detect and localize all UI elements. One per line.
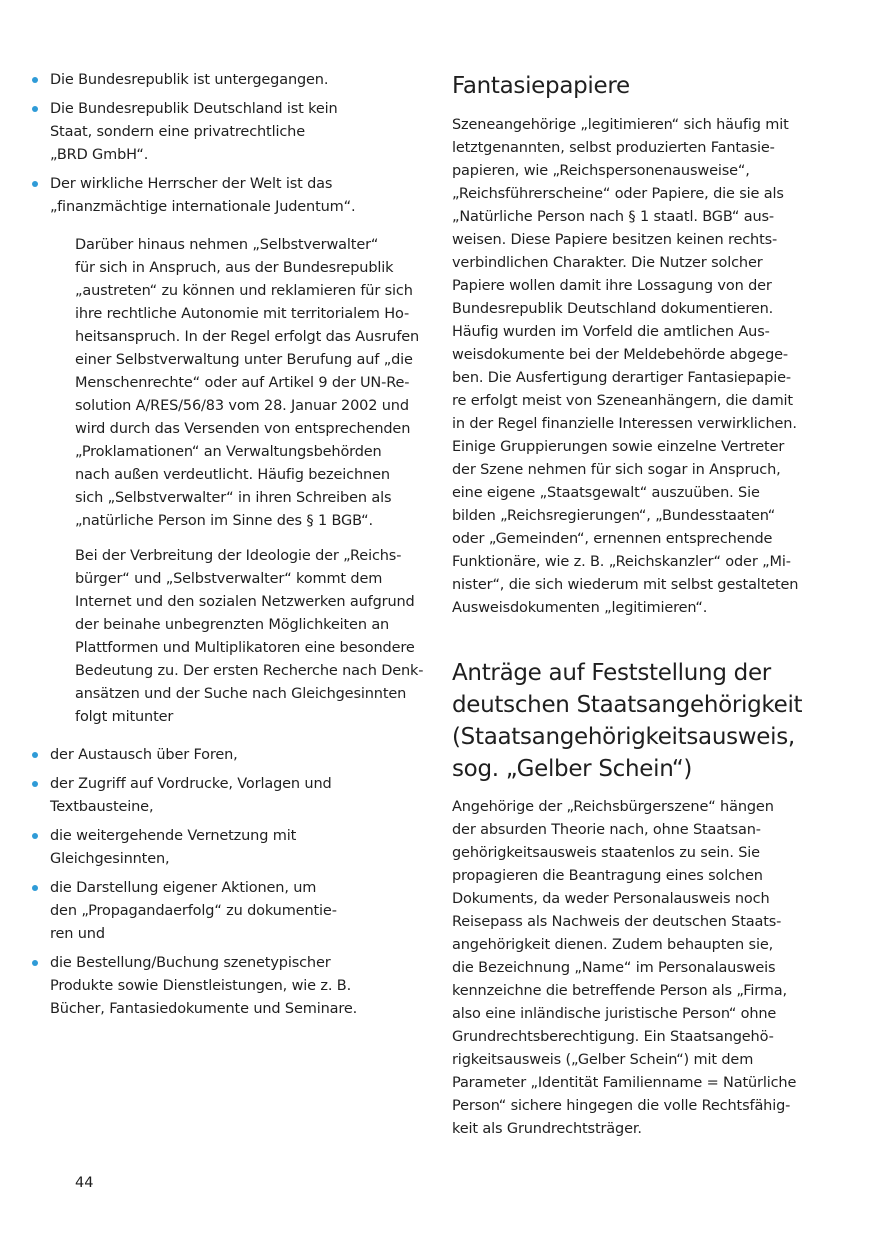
text-line: bilden „Reichsregierungen“, „Bundesstaaten“ [452,508,776,524]
text-line: kennzeichne die betreffende Person als „Firma, [452,983,787,999]
text-line: weisen. Diese Papiere besitzen keinen rechts- [452,232,778,248]
bullet-dot-icon [32,106,38,112]
text-line: Bedeutung zu. Der ersten Recherche nach Denk- [75,663,424,679]
list-item-line: Produkte sowie Dienstleistungen, wie z. B. [50,978,352,994]
text-line: re erfolgt meist von Szeneanhängern, die damit [452,393,793,409]
text-line: Reisepass als Nachweis der deutschen Staats- [452,914,782,930]
text-line: Bundesrepublik Deutschland dokumentieren. [452,301,774,317]
text-line: sich „Selbstverwalter“ in ihren Schreiben als [75,490,392,506]
list-item [0,744,440,767]
text-line: für sich in Anspruch, aus der Bundesrepublik [75,260,394,276]
list-item-line: Gleichgesinnten, [50,851,170,867]
heading-fantasiepapiere: Fantasiepapiere [452,73,630,99]
bullet-list-top [0,69,440,225]
paragraph-verbreitung [75,545,423,729]
list-item-line: „BRD GmbH“. [50,147,149,163]
list-item [0,825,440,871]
text-line: Parameter „Identität Familienname = Natürliche [452,1075,797,1091]
list-item [0,952,440,1021]
text-line: eine eigene „Staatsgewalt“ auszuüben. Sie [452,485,760,501]
text-line: weisdokumente bei der Meldebehörde abgege- [452,347,788,363]
heading-line: sog. „Gelber Schein“) [452,756,693,782]
text-line: Menschenrechte“ oder auf Artikel 9 der UN-Re- [75,375,410,391]
heading-line: Anträge auf Feststellung der [452,660,771,686]
bullet-dot-icon [32,181,38,187]
text-line: also eine inländische juristische Person“ ohne [452,1006,777,1022]
text-line: der Szene nehmen für sich sogar in Anspruch, [452,462,781,478]
list-item [0,98,440,167]
text-line: ansätzen und der Suche nach Gleichgesinnten [75,686,407,702]
text-line: papieren, wie „Reichspersonenausweise“, [452,163,750,179]
paragraph-antraege [452,796,796,1141]
text-line: Person“ sichere hingegen die volle Rechtsfähig- [452,1098,791,1114]
text-line: verbindlichen Charakter. Die Nutzer solcher [452,255,763,271]
text-line: gehörigkeitsausweis staatenlos zu sein. Sie [452,845,760,861]
bullet-dot-icon [32,960,38,966]
bullet-dot-icon [32,833,38,839]
text-line: Szeneangehörige „legitimieren“ sich häufig mit [452,117,789,133]
text-line: wird durch das Versenden von entsprechenden [75,421,411,437]
list-item-line: Staat, sondern eine privatrechtliche [50,124,305,140]
text-line: einer Selbstverwaltung unter Berufung auf „die [75,352,413,368]
text-line: Papiere wollen damit ihre Lossagung von der [452,278,772,294]
text-line: Grundrechtsberechtigung. Ein Staatsangehö- [452,1029,774,1045]
text-line: ben. Die Ausfertigung derartiger Fantasiepapie- [452,370,791,386]
text-line: heitsanspruch. In der Regel erfolgt das Ausrufen [75,329,420,345]
text-line: keit als Grundrechtsträger. [452,1121,642,1137]
list-item-line: „finanzmächtige internationale Judentum“. [50,199,356,215]
heading-line: (Staatsangehörigkeitsausweis, [452,724,795,750]
list-item-line: die Bestellung/Buchung szenetypischer [50,955,331,971]
text-line: die Bezeichnung „Name“ im Personalausweis [452,960,776,976]
paragraph-fantasiepapiere [452,114,798,620]
text-line: propagieren die Beantragung eines solchen [452,868,763,884]
list-item-line: ren und [50,926,105,942]
text-line: nister“, die sich wiederum mit selbst gestalteten [452,577,799,593]
text-line: Häufig wurden im Vorfeld die amtlichen Aus- [452,324,770,340]
bullet-dot-icon [32,885,38,891]
text-line: angehörigkeit dienen. Zudem behaupten sie, [452,937,774,953]
list-item [0,877,440,946]
list-item-line: Textbausteine, [50,799,154,815]
page-number: 44 [75,1175,94,1191]
list-item [0,773,440,819]
text-line: Darüber hinaus nehmen „Selbstverwalter“ [75,237,379,253]
list-item-line: Die Bundesrepublik Deutschland ist kein [50,101,338,117]
list-item-line: Bücher, Fantasiedokumente und Seminare. [50,1001,358,1017]
text-line: solution A/RES/56/83 vom 28. Januar 2002 und [75,398,409,414]
list-item-line: der Austausch über Foren, [50,747,238,763]
list-item [0,173,440,219]
heading-antraege [452,657,802,785]
text-line: „Natürliche Person nach § 1 staatl. BGB“ aus- [452,209,774,225]
text-line: Dokuments, da weder Personalausweis noch [452,891,770,907]
text-line: letztgenannten, selbst produzierten Fantasie- [452,140,775,156]
bullet-list-bottom [0,744,440,1027]
text-line: Angehörige der „Reichsbürgerszene“ hängen [452,799,774,815]
list-item-line: Die Bundesrepublik ist untergegangen. [50,72,329,88]
paragraph-selbstverwalter [75,234,419,533]
text-line: nach außen verdeutlicht. Häufig bezeichnen [75,467,390,483]
text-line: in der Regel finanzielle Interessen verwirklichen. [452,416,797,432]
list-item-line: die Darstellung eigener Aktionen, um [50,880,317,896]
text-line: der beinahe unbegrenzten Möglichkeiten an [75,617,390,633]
text-line: rigkeitsausweis („Gelber Schein“) mit dem [452,1052,754,1068]
text-line: Internet und den sozialen Netzwerken aufgrund [75,594,415,610]
bullet-dot-icon [32,77,38,83]
bullet-dot-icon [32,781,38,787]
text-line: folgt mitunter [75,709,174,725]
text-line: „Proklamationen“ an Verwaltungsbehörden [75,444,382,460]
bullet-dot-icon [32,752,38,758]
list-item-line: der Zugriff auf Vordrucke, Vorlagen und [50,776,332,792]
text-line: oder „Gemeinden“, ernennen entsprechende [452,531,773,547]
text-line: Plattformen und Multiplikatoren eine besondere [75,640,415,656]
text-line: ihre rechtliche Autonomie mit territorialem Ho- [75,306,410,322]
list-item-line: Der wirkliche Herrscher der Welt ist das [50,176,333,192]
text-line: bürger“ und „Selbstverwalter“ kommt dem [75,571,383,587]
text-line: „natürliche Person im Sinne des § 1 BGB“. [75,513,373,529]
text-line: Funktionäre, wie z. B. „Reichskanzler“ oder „Mi- [452,554,791,570]
list-item-line: die weitergehende Vernetzung mit [50,828,297,844]
text-line: Einige Gruppierungen sowie einzelne Vertreter [452,439,785,455]
text-line: Bei der Verbreitung der Ideologie der „Reichs- [75,548,402,564]
heading-line: deutschen Staatsangehörigkeit [452,692,803,718]
list-item-line: den „Propagandaerfolg“ zu dokumentie- [50,903,337,919]
text-line: „austreten“ zu können und reklamieren für sich [75,283,413,299]
text-line: der absurden Theorie nach, ohne Staatsan- [452,822,761,838]
text-line: „Reichsführerscheine“ oder Papiere, die sie als [452,186,784,202]
list-item [0,69,440,92]
text-line: Ausweisdokumenten „legitimieren“. [452,600,708,616]
